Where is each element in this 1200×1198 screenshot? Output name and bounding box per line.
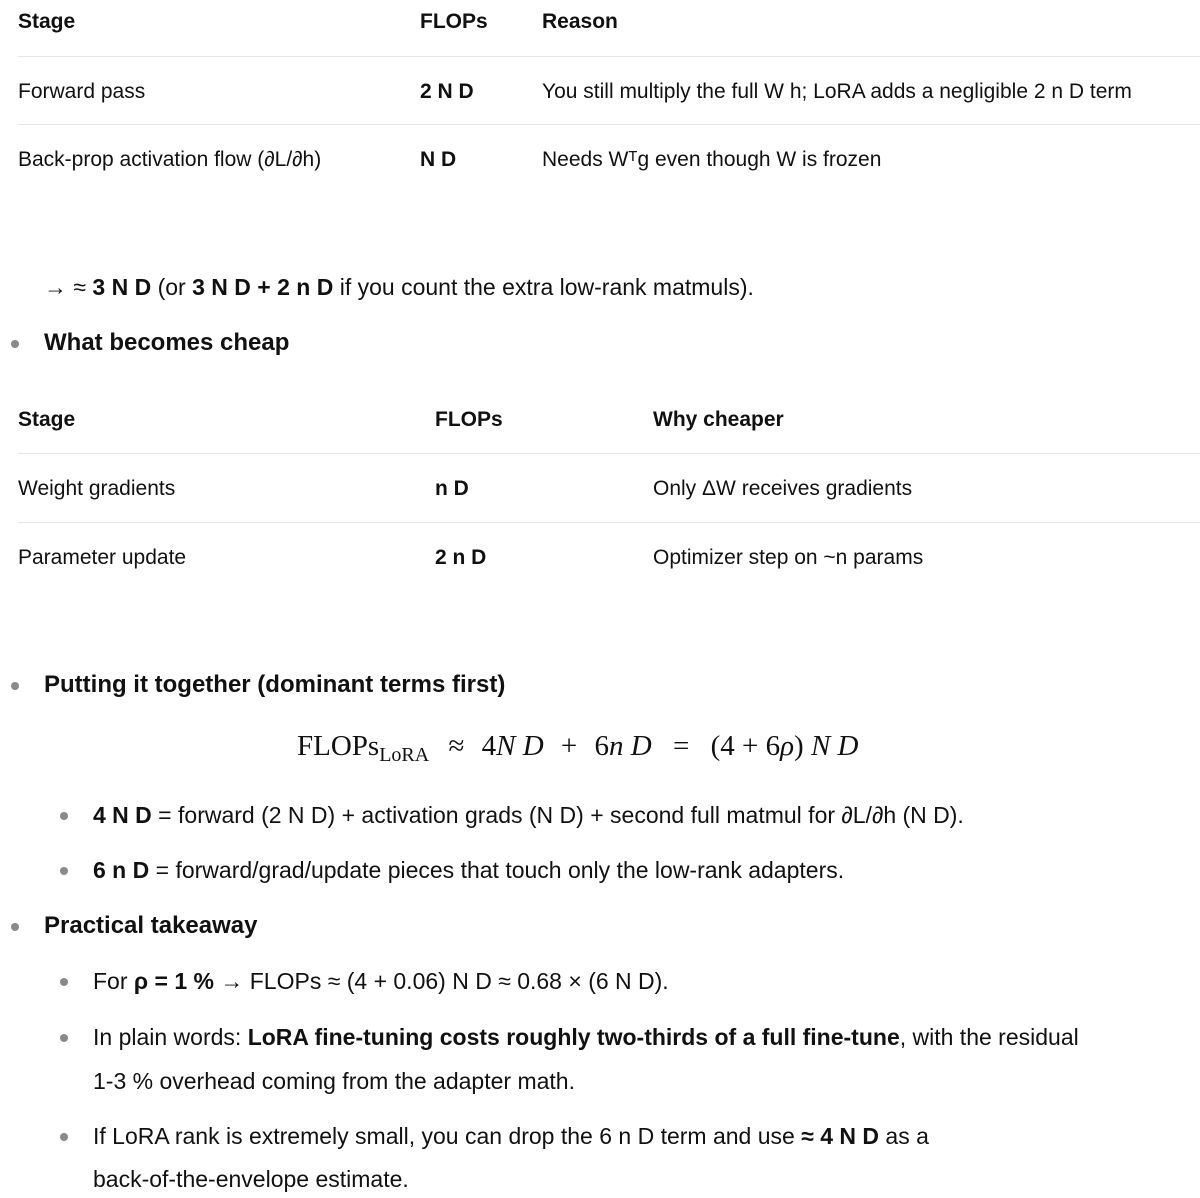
- list-item-bold: 4 N D: [93, 802, 152, 828]
- list-item: [93, 1024, 1079, 1051]
- list-item-bold: 6 n D: [93, 857, 150, 883]
- list-item-text: , with the residual: [899, 1024, 1079, 1050]
- formula-rhs-close: ): [794, 730, 804, 762]
- table1-cell-reason: Needs Wᵀg even though W is frozen: [542, 148, 882, 171]
- list-item-continuation: back-of-the-envelope estimate.: [93, 1166, 409, 1192]
- table1-divider: [18, 124, 1200, 125]
- list-item-bold: ≈ 4 N D: [801, 1123, 880, 1149]
- list-item-text: If LoRA rank is extremely small, you can drop the 6 n D term and use: [93, 1123, 802, 1149]
- table2-divider: [18, 522, 1200, 523]
- formula-equals: =: [672, 730, 690, 762]
- table2-cell-stage: Weight gradients: [18, 477, 176, 500]
- formula-term2-vars: n D: [609, 730, 652, 762]
- table1-header-flops: FLOPs: [420, 10, 488, 33]
- table2-header-flops: FLOPs: [435, 408, 503, 431]
- table1-cell-stage: Forward pass: [18, 80, 146, 103]
- summary-bold-2: 3 N D + 2 n D: [192, 274, 334, 300]
- table1-header-stage: Stage: [18, 10, 76, 33]
- summary-text-1: (or: [151, 274, 193, 300]
- table2-header-stage: Stage: [18, 408, 76, 431]
- section-heading-together: Putting it together (dominant terms first): [44, 671, 506, 698]
- table2-cell-flops: n D: [435, 477, 469, 500]
- table2-cell-flops: 2 n D: [435, 546, 487, 569]
- formula-rho: ρ: [780, 730, 795, 762]
- bullet-icon: [60, 1133, 68, 1141]
- formula-lhs: FLOPs: [297, 730, 380, 762]
- list-item-text: → FLOPs ≈ (4 + 0.06) N D ≈ 0.68 × (6 N D).: [213, 968, 669, 994]
- formula-rhs-vars: N D: [810, 730, 859, 762]
- list-item: [93, 857, 844, 884]
- section-heading-cheap: What becomes cheap: [44, 329, 290, 356]
- list-item-continuation: 1-3 % overhead coming from the adapter math.: [93, 1068, 575, 1094]
- bullet-icon: [60, 1034, 68, 1042]
- formula-plus: +: [560, 730, 578, 762]
- table1-header-reason: Reason: [542, 10, 618, 33]
- list-item: [93, 968, 669, 995]
- formula-approx: ≈: [448, 730, 465, 762]
- list-item-text: In plain words:: [93, 1024, 248, 1050]
- table2-cell-why: Only ΔW receives gradients: [653, 477, 913, 500]
- list-item-bold: ρ = 1 %: [133, 968, 214, 994]
- bullet-icon: [11, 682, 19, 690]
- summary-bold-1: 3 N D: [92, 274, 152, 300]
- list-item-text: = forward (2 N D) + activation grads (N D) + second full matmul for ∂L/∂h (N D).: [151, 802, 964, 828]
- list-item: [93, 1123, 929, 1150]
- bullet-icon: [60, 978, 68, 986]
- bullet-icon: [11, 340, 19, 348]
- list-item-text: = forward/grad/update pieces that touch only the low-rank adapters.: [149, 857, 845, 883]
- list-item-text: as a: [879, 1123, 929, 1149]
- table1-cell-stage: Back-prop activation flow (∂L/∂h): [18, 148, 322, 171]
- table1-cell-flops: 2 N D: [420, 80, 474, 103]
- list-item: [93, 802, 964, 829]
- formula-term1-vars: N D: [496, 730, 544, 762]
- summary-line: [44, 274, 754, 301]
- section-heading-takeaway: Practical takeaway: [44, 912, 258, 939]
- table1-cell-reason: You still multiply the full W h; LoRA adds a negligible 2 n D term: [542, 80, 1132, 103]
- flops-formula: [297, 730, 859, 766]
- formula-term2-coef: 6: [594, 730, 610, 762]
- summary-arrow: → ≈: [44, 274, 93, 300]
- formula-term1-coef: 4: [481, 730, 497, 762]
- table2-header-why: Why cheaper: [653, 408, 784, 431]
- list-item-bold: LoRA fine-tuning costs roughly two-thirds of a full fine-tune: [247, 1024, 900, 1050]
- summary-text-2: if you count the extra low-rank matmuls).: [333, 274, 754, 300]
- table2-cell-stage: Parameter update: [18, 546, 187, 569]
- bullet-icon: [60, 812, 68, 820]
- bullet-icon: [11, 923, 19, 931]
- table1-cell-flops: N D: [420, 148, 457, 171]
- table2-cell-why: Optimizer step on ~n params: [653, 546, 924, 569]
- bullet-icon: [60, 867, 68, 875]
- formula-subscript: LoRA: [379, 744, 430, 766]
- table2-divider: [18, 453, 1200, 454]
- list-item-text: For: [93, 968, 134, 994]
- table1-divider: [18, 56, 1200, 57]
- formula-rhs-open: (4 + 6: [710, 730, 781, 762]
